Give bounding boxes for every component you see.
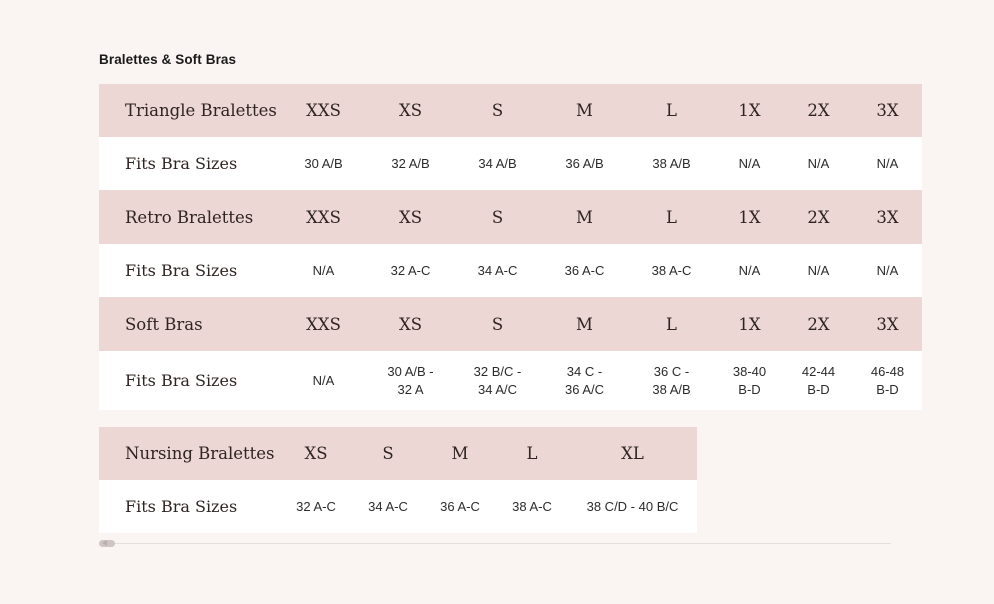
bra-size-cell: 36 A-C [541, 244, 628, 298]
row-label: Triangle Bralettes [125, 101, 277, 120]
bra-size-cell: 38 A/B [628, 137, 715, 191]
row-label: Fits Bra Sizes [99, 244, 280, 298]
bra-size-cell: 34 C - 36 A/C [541, 351, 628, 410]
size-cell: 3X [876, 101, 899, 120]
size-cell: XS [398, 315, 423, 334]
size-cell: M [576, 208, 593, 227]
bra-size-cell: N/A [280, 351, 367, 410]
size-cell: L [666, 315, 677, 334]
table-row [99, 480, 697, 533]
row-label: Fits Bra Sizes [99, 480, 280, 533]
size-cell: M [576, 315, 593, 334]
scrollbar-track[interactable] [99, 543, 891, 544]
nursing-bralettes-table [99, 427, 697, 533]
table-row [99, 351, 922, 410]
size-cell: M [576, 101, 593, 120]
bra-size-cell: 42-44 B-D [784, 351, 853, 410]
bra-size-cell: 30 A/B [280, 137, 367, 191]
size-cell: L [526, 444, 538, 463]
table-row [99, 191, 922, 245]
size-cell: M [451, 444, 469, 463]
size-cell: XS [398, 101, 423, 120]
table-row [99, 244, 922, 298]
row-label: Retro Bralettes [125, 208, 254, 227]
page-title: Bralettes & Soft Bras [99, 52, 237, 67]
size-cell: 3X [876, 208, 899, 227]
bra-size-cell: N/A [853, 137, 922, 191]
size-cell: 1X [738, 101, 761, 120]
bra-size-cell: 30 A/B - 32 A [367, 351, 454, 410]
horizontal-scrollbar[interactable] [99, 540, 891, 547]
size-cell: S [491, 101, 504, 120]
size-cell: XL [621, 444, 644, 463]
bra-size-cell: 36 A/B [541, 137, 628, 191]
bra-size-cell: N/A [715, 244, 784, 298]
size-cell: XS [304, 444, 328, 463]
table-row [99, 137, 922, 191]
bralettes-soft-bras-table [99, 84, 922, 410]
size-cell: S [491, 208, 504, 227]
size-cell: 3X [876, 315, 899, 334]
size-cell: 2X [807, 101, 830, 120]
size-cell: XXS [306, 315, 341, 334]
row-label: Soft Bras [125, 315, 203, 334]
bralettes-soft-bras-table-wrapper [99, 84, 905, 410]
bra-size-cell: N/A [715, 137, 784, 191]
bra-size-cell: 32 A-C [367, 244, 454, 298]
size-cell: L [666, 208, 677, 227]
bra-size-cell: 38 C/D - 40 B/C [568, 480, 697, 533]
size-cell: S [382, 444, 394, 463]
row-label: Fits Bra Sizes [99, 137, 280, 191]
size-cell: 1X [738, 315, 761, 334]
bra-size-cell: 32 A/B [367, 137, 454, 191]
size-cell: XS [398, 208, 423, 227]
bra-size-cell: 34 A-C [352, 480, 424, 533]
row-label: Fits Bra Sizes [99, 351, 280, 410]
bra-size-cell: 32 B/C - 34 A/C [454, 351, 541, 410]
size-cell: 2X [807, 208, 830, 227]
bra-size-cell: 38 A-C [628, 244, 715, 298]
nursing-bralettes-table-wrapper [99, 427, 697, 533]
bra-size-cell: N/A [784, 137, 853, 191]
bra-size-cell: N/A [784, 244, 853, 298]
bra-size-cell: 34 A/B [454, 137, 541, 191]
row-label: Nursing Bralettes [125, 444, 275, 463]
bra-size-cell: N/A [280, 244, 367, 298]
bra-size-cell: 38-40 B-D [715, 351, 784, 410]
bra-size-cell: 32 A-C [280, 480, 352, 533]
size-cell: 1X [738, 208, 761, 227]
table-row [99, 84, 922, 137]
size-cell: XXS [306, 208, 341, 227]
size-cell: XXS [306, 101, 341, 120]
size-cell: S [491, 315, 504, 334]
size-cell: L [666, 101, 677, 120]
table-row [99, 427, 697, 480]
size-cell: 2X [807, 315, 830, 334]
table-row [99, 298, 922, 352]
bra-size-cell: N/A [853, 244, 922, 298]
bra-size-cell: 36 C - 38 A/B [628, 351, 715, 410]
bra-size-cell: 38 A-C [496, 480, 568, 533]
bra-size-cell: 46-48 B-D [853, 351, 922, 410]
chevron-left-icon[interactable] [102, 540, 107, 546]
bra-size-cell: 34 A-C [454, 244, 541, 298]
bra-size-cell: 36 A-C [424, 480, 496, 533]
